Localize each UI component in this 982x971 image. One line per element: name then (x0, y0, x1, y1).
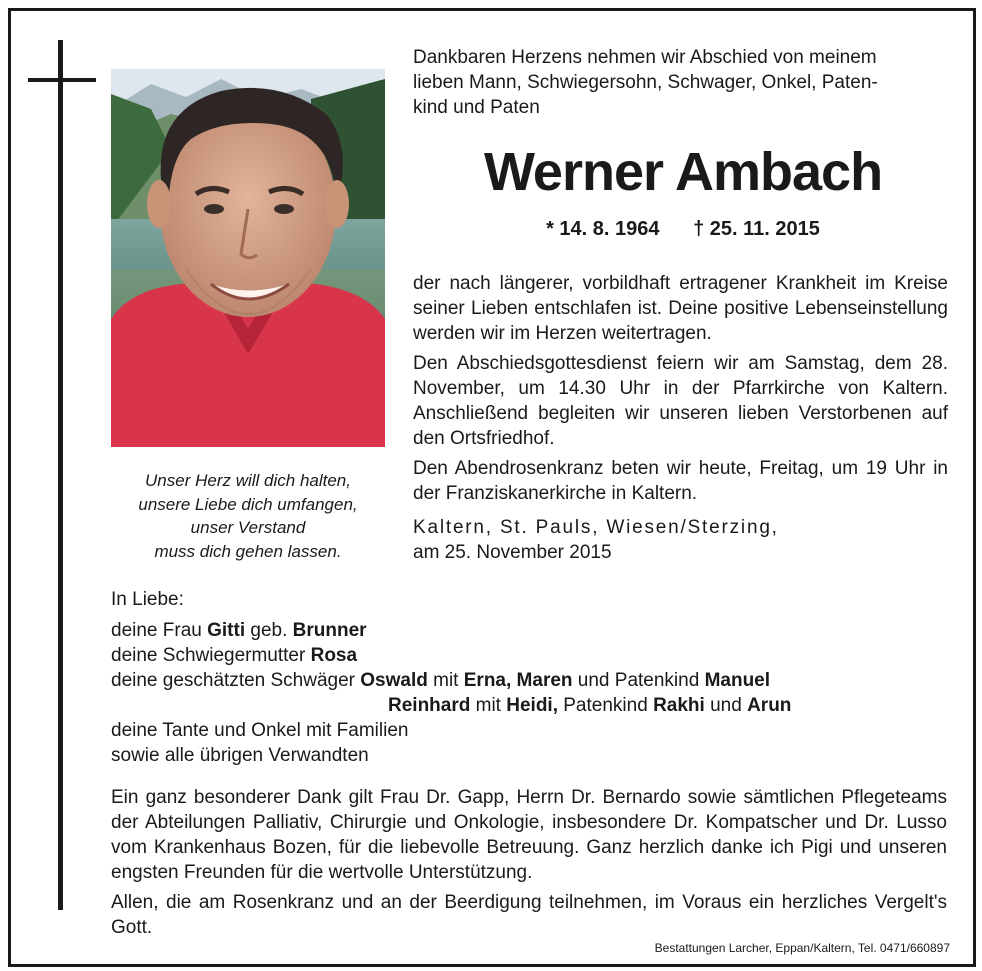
life-dates (413, 215, 953, 243)
thanks-paragraph: Ein ganz besonderer Dank gilt Frau Dr. Gapp, Herrn Dr. Bernardo sowie sämtlichen Pflegeteams der Abteilungen Palliativ, Chirurgie und Onkologie, insbesondere Dr. Kompatscher und Dr. Lusso vom Krankenhaus Bozen, für die liebevolle Betreuung. Ganz herzlich danke ich Pigi und unseren engsten Freunden für die wertvolle Unterstützung. (111, 787, 947, 883)
cross-horizontal-bar (28, 78, 96, 82)
death-date: † 25. 11. 2015 (693, 218, 820, 240)
mourner-relatives: sowie alle übrigen Verwandten (111, 745, 369, 766)
portrait-illustration (111, 69, 385, 447)
mourner-aunt-uncle: deine Tante und Onkel mit Familien (111, 720, 409, 741)
verse-line: Unser Herz will dich halten, (145, 471, 351, 490)
birth-date: * 14. 8. 1964 (546, 218, 660, 240)
paragraph-funeral-service: Den Abschiedsgottesdienst feiern wir am Samstag, dem 28. November, um 14.30 Uhr in der Pfarrkirche von Kaltern. Anschließend begleiten wir unseren lieben Verstorbenen auf den Ortsfriedhof. (413, 353, 948, 449)
intro-line: Dankbaren Herzens nehmen wir Abschied von meinem (413, 47, 877, 68)
verse-line: muss dich gehen lassen. (154, 541, 342, 561)
acknowledgements (111, 785, 947, 945)
mourners-list (111, 587, 951, 768)
verse-line: unsere Liebe dich umfangen, (138, 494, 358, 514)
verse-line: unser Verstand (190, 518, 306, 537)
mourners-heading: In Liebe: (111, 589, 184, 610)
paragraph-rosary: Den Abendrosenkranz beten wir heute, Freitag, um 19 Uhr in der Franziskanerkirche in Kaltern. (413, 458, 948, 504)
place-and-date (413, 515, 948, 565)
date-line: am 25. November 2015 (413, 542, 612, 563)
mourner-mother-in-law: deine Schwiegermutter Rosa (111, 645, 358, 666)
intro-line: kind und Paten (413, 97, 540, 118)
funeral-home-credit: Bestattungen Larcher, Eppan/Kaltern, Tel. 0471/660897 (654, 941, 950, 955)
portrait-photo (111, 69, 385, 447)
deceased-name: Werner Ambach (483, 142, 883, 202)
mourner-wife: deine Frau Gitti geb. Brunner (111, 620, 367, 641)
place-line: Kaltern, St. Pauls, Wiesen/Sterzing, (413, 517, 779, 538)
mourner-brother-in-law-2: Reinhard mit Heidi, Patenkind Rakhi und Arun (388, 695, 792, 716)
cross-vertical-bar (58, 40, 63, 910)
thanks-closing: Allen, die am Rosenkranz und an der Beerdigung teilnehmen, im Voraus ein herzliches Vergelt's Gott. (111, 892, 947, 938)
intro-text (413, 45, 953, 120)
announcement-body (413, 271, 948, 511)
intro-line: lieben Mann, Schwiegersohn, Schwager, Onkel, Paten- (413, 72, 878, 93)
mourner-brothers-in-law: deine geschätzten Schwäger Oswald mit Erna, Maren und Patenkind Manuel (111, 670, 771, 691)
paragraph-illness: der nach längerer, vorbildhaft ertragener Krankheit im Kreise seiner Lieben entschlafen ist. Deine positive Lebenseinstellung werden wir im Herzen weitertragen. (413, 273, 948, 344)
memorial-verse (108, 469, 388, 563)
